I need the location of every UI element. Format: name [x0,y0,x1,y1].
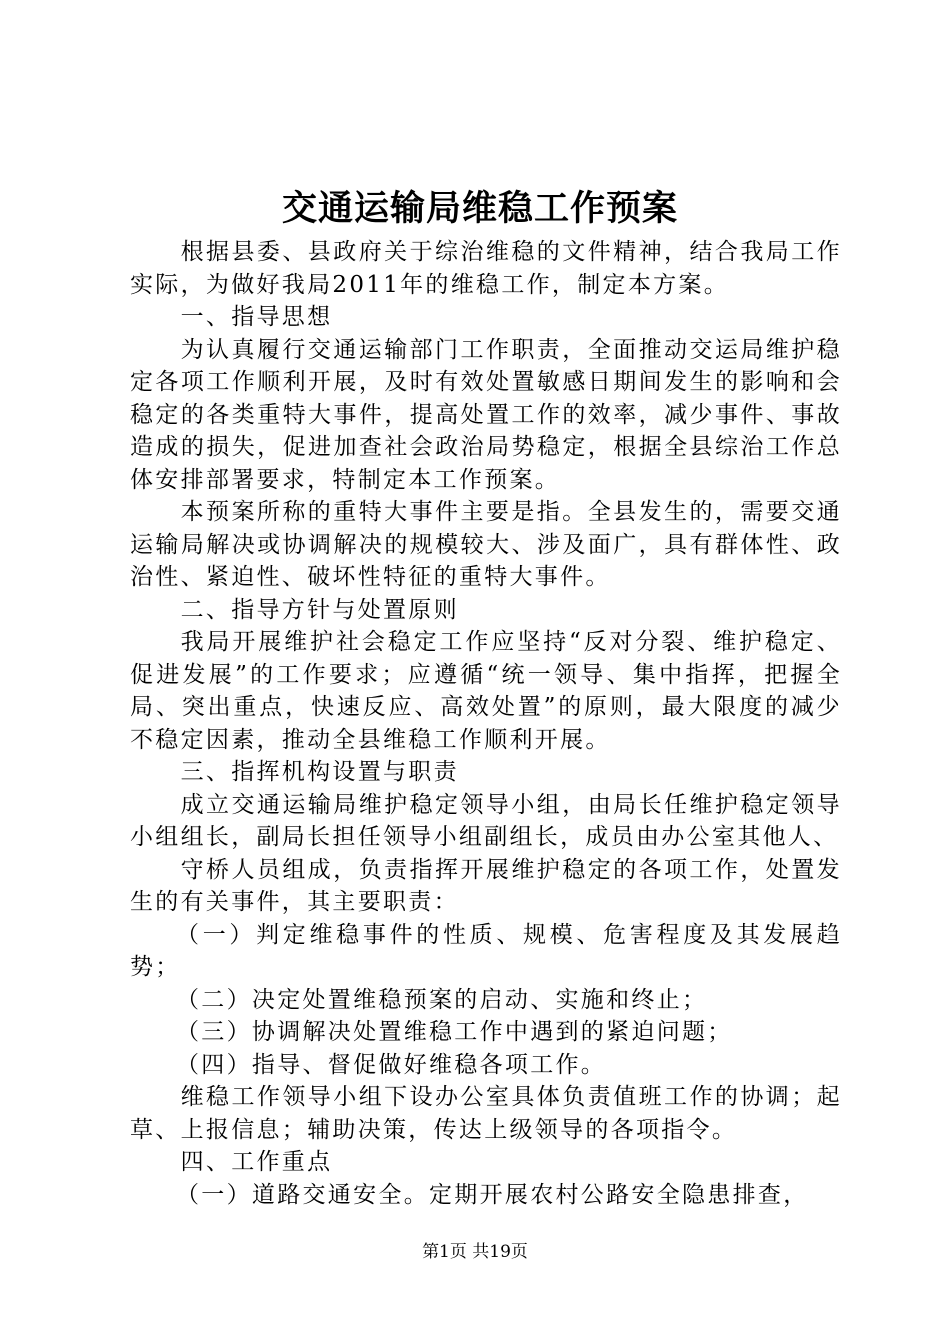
paragraph: 守桥人员组成，负责指挥开展维护稳定的各项工作，处置发生的有关事件，其主要职责： [130,856,842,915]
paragraph: 维稳工作领导小组下设办公室具体负责值班工作的协调；起草、上报信息；辅助决策，传达上级领导的各项指令。 [130,1084,842,1143]
section-heading: 二、指导方针与处置原则 [180,596,459,623]
paragraph: 为认真履行交通运输部门工作职责，全面推动交运局维护稳定各项工作顺利开展，及时有效处置敏感日期间发生的影响和会稳定的各类重特大事件，提高处置工作的效率，减少事件、事故造成的损失，促进加查社会政治局势稳定，根据全县综治工作总体安排部署要求，特制定本工作预案。 [130,336,842,493]
paragraph: 我局开展维护社会稳定工作应坚持“反对分裂、维护稳定、促进发展”的工作要求；应遵循“统一领导、集中指挥，把握全局、突出重点，快速反应、高效处置”的原则，最大限度的减少不稳定因素，推动全县维稳工作顺利开展。 [130,629,842,753]
paragraph: 根据县委、县政府关于综治维稳的文件精神，结合我局工作实际，为做好我局2011年的维稳工作，制定本方案。 [130,239,842,298]
section-heading: 三、指挥机构设置与职责 [180,759,459,785]
section-heading: 四、工作重点 [180,1149,333,1175]
document-title: 交通运输局维稳工作预案 [281,188,678,229]
list-item: （一）道路交通安全。定期开展农村公路安全隐患排查， [176,1181,809,1208]
page-number: 第1页 共19页 [422,1242,528,1262]
section-heading: 一、指导思想 [180,304,333,330]
document-body [130,236,842,1211]
list-item: （三）协调解决处置维稳工作中遇到的紧迫问题； [176,1019,733,1045]
paragraph: 本预案所称的重特大事件主要是指。全县发生的，需要交通运输局解决或协调解决的规模较大、涉及面广，具有群体性、政治性、紧迫性、破坏性特征的重特大事件。 [130,499,842,590]
list-item: （一）判定维稳事件的性质、规模、危害程度及其发展趋势； [130,921,842,980]
list-item: （二）决定处置维稳预案的启动、实施和终止； [176,986,708,1013]
paragraph: 成立交通运输局维护稳定领导小组，由局长任维护稳定领导小组组长，副局长担任领导小组副组长，成员由办公室其他人、 [130,791,842,850]
list-item: （四）指导、督促做好维稳各项工作。 [176,1051,607,1078]
